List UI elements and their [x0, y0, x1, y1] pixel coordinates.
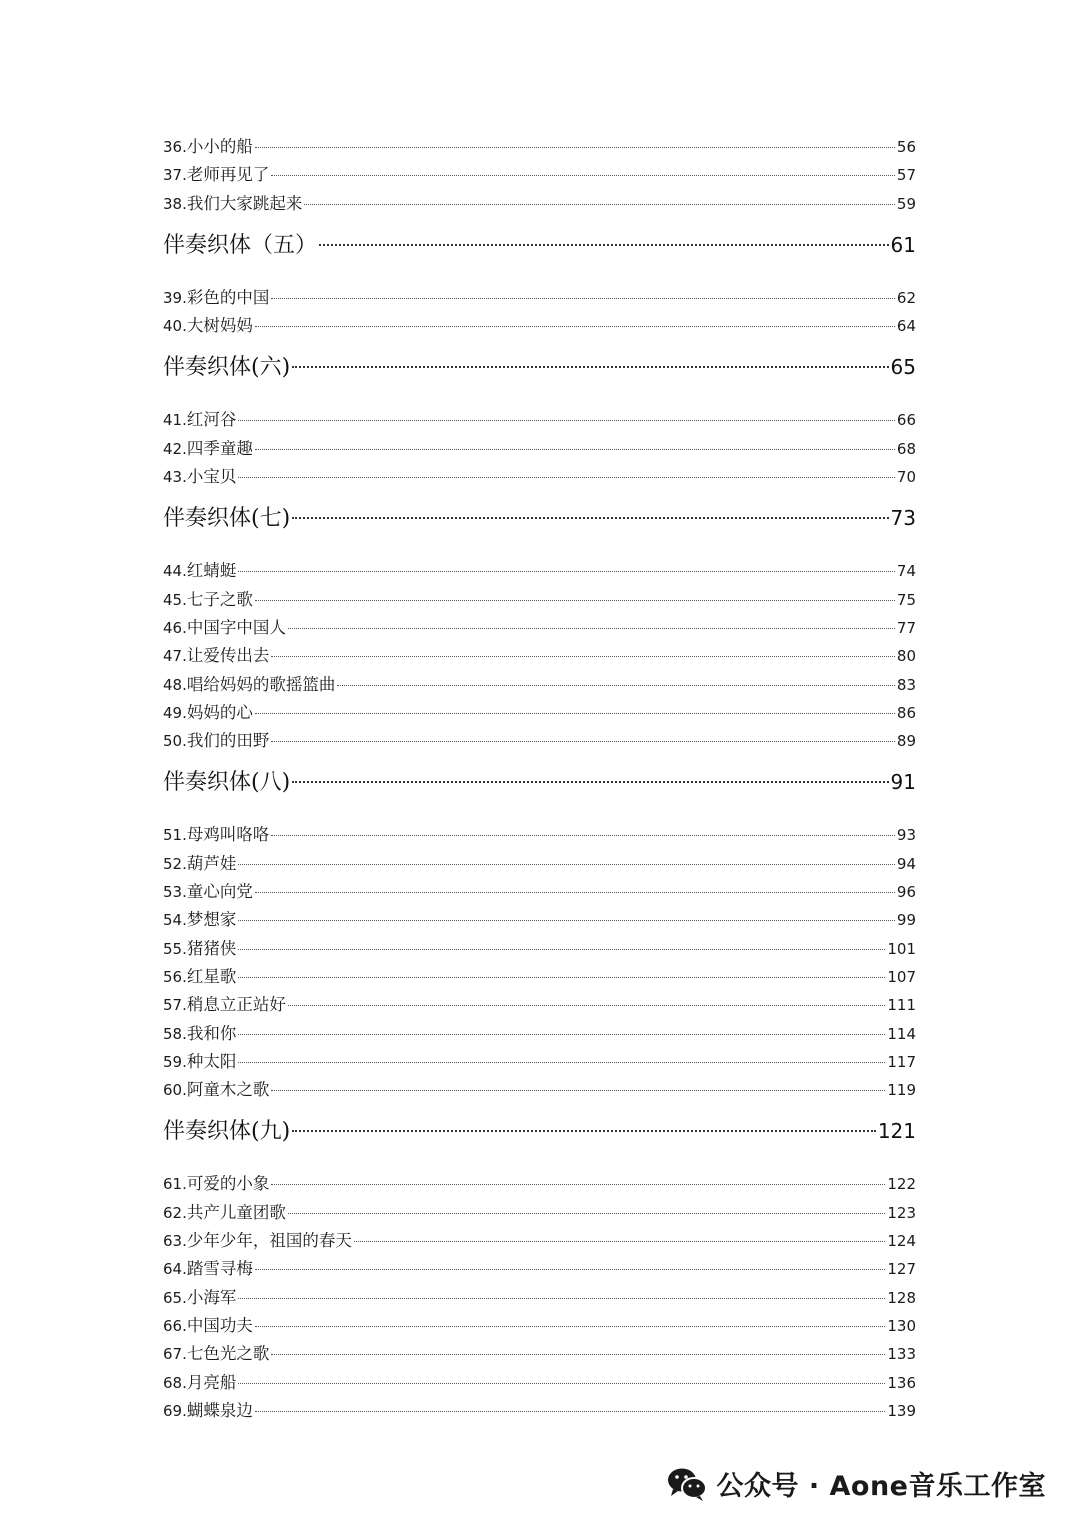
- dot-leader: [271, 835, 895, 836]
- entry-number: 42.: [163, 439, 187, 458]
- entry-number: 50.: [163, 732, 187, 751]
- entry-number: 69.: [163, 1401, 187, 1420]
- toc-entry: [163, 1048, 916, 1076]
- toc-entry: [163, 1340, 916, 1368]
- dot-leader: [271, 1354, 885, 1355]
- entry-title: 共产儿童团歌: [186, 1202, 286, 1222]
- page-number: 80: [896, 647, 916, 666]
- page-number: 75: [896, 590, 916, 609]
- entry-number: 54.: [163, 911, 187, 930]
- page-number: 93: [896, 826, 916, 845]
- entry-number: 37.: [163, 166, 187, 185]
- page-number: 107: [887, 967, 916, 986]
- entry-number: 66.: [163, 1316, 187, 1335]
- entry-number: 55.: [163, 939, 187, 958]
- dot-leader: [238, 1383, 885, 1384]
- toc-entry: [163, 963, 916, 991]
- page-number: 123: [887, 1203, 916, 1222]
- page-number: 56: [896, 138, 916, 156]
- entry-number: 68.: [163, 1373, 187, 1392]
- toc-entry: [163, 1255, 916, 1283]
- entry-title: 让爱传出去: [186, 646, 270, 666]
- section-heading: [163, 228, 916, 284]
- entry-number: 56.: [163, 967, 187, 986]
- page-number: 121: [877, 1119, 916, 1144]
- page-number: 130: [887, 1316, 916, 1335]
- dot-leader: [271, 1090, 885, 1091]
- entry-number: 64.: [163, 1260, 187, 1279]
- toc-entry: [163, 1199, 916, 1227]
- page-number: 99: [896, 911, 916, 930]
- toc-entry: [163, 1227, 916, 1255]
- entry-number: 67.: [163, 1345, 187, 1364]
- page-number: 77: [896, 618, 916, 637]
- section-title: 伴奏织体(七): [163, 506, 291, 532]
- dot-leader: [238, 864, 895, 865]
- toc-entry: [163, 435, 916, 463]
- page-number: 59: [896, 194, 916, 213]
- page-number: 119: [887, 1081, 916, 1100]
- dot-leader: [255, 449, 895, 450]
- toc-entry: [163, 727, 916, 755]
- entry-number: 41.: [163, 411, 187, 430]
- dot-leader: [255, 326, 895, 327]
- page-number: 133: [887, 1345, 916, 1364]
- toc-entry: [163, 1170, 916, 1198]
- entry-title: 阿童木之歌: [186, 1080, 270, 1100]
- toc-entry: [163, 161, 916, 189]
- toc-entry: [163, 878, 916, 906]
- section-title: 伴奏织体(九): [163, 1119, 291, 1145]
- dot-leader: [271, 1184, 885, 1185]
- page-number: 128: [887, 1288, 916, 1307]
- entry-title: 猪猪侠: [186, 938, 237, 958]
- watermark: [666, 1464, 1046, 1503]
- dot-leader: [255, 1326, 886, 1327]
- entry-title: 老师再见了: [186, 165, 270, 185]
- entry-title: 小小的船: [186, 137, 253, 156]
- entry-number: 43.: [163, 468, 187, 487]
- toc-entry: [163, 821, 916, 849]
- page-number: 91: [890, 770, 916, 795]
- table-of-contents: [163, 133, 916, 1425]
- dot-leader: [238, 920, 895, 921]
- toc-entry: [163, 463, 916, 491]
- entry-number: 45.: [163, 590, 187, 609]
- toc-entry: [163, 1020, 916, 1048]
- entry-title: 红星歌: [186, 966, 237, 986]
- dot-leader: [255, 713, 895, 714]
- toc-entry: [163, 614, 916, 642]
- page-number: 64: [896, 317, 916, 336]
- dot-leader: [292, 1130, 876, 1132]
- dot-leader: [292, 781, 888, 783]
- toc-entry: [163, 642, 916, 670]
- entry-number: 52.: [163, 854, 187, 873]
- section-title: 伴奏织体(六): [163, 355, 291, 381]
- dot-leader: [255, 147, 895, 148]
- toc-entry: [163, 406, 916, 434]
- section-heading: [163, 350, 916, 406]
- entry-number: 62.: [163, 1203, 187, 1222]
- page-number: 83: [896, 675, 916, 694]
- page-number: 68: [896, 439, 916, 458]
- page-number: 66: [896, 411, 916, 430]
- entry-title: 蝴蝶泉边: [186, 1400, 253, 1420]
- entry-number: 51.: [163, 826, 187, 845]
- dot-leader: [238, 477, 895, 478]
- entry-title: 我和你: [186, 1023, 237, 1043]
- page-number: 65: [890, 355, 916, 380]
- toc-entry: [163, 1076, 916, 1104]
- entry-number: 47.: [163, 647, 187, 666]
- entry-title: 稍息立正站好: [186, 995, 286, 1015]
- dot-leader: [354, 1241, 886, 1242]
- entry-title: 大树妈妈: [186, 316, 253, 336]
- dot-leader: [238, 1034, 885, 1035]
- entry-title: 梦想家: [186, 910, 237, 930]
- toc-entry: [163, 850, 916, 878]
- dot-leader: [271, 298, 895, 299]
- entry-title: 母鸡叫咯咯: [186, 825, 270, 845]
- entry-number: 60.: [163, 1081, 187, 1100]
- entry-title: 童心向党: [186, 882, 253, 902]
- toc-entry: [163, 906, 916, 934]
- toc-entry: [163, 1284, 916, 1312]
- entry-title: 小宝贝: [186, 467, 237, 487]
- toc-entry: [163, 284, 916, 312]
- page-number: 96: [896, 883, 916, 902]
- page-number: 127: [887, 1260, 916, 1279]
- dot-leader: [255, 892, 895, 893]
- entry-title: 红河谷: [186, 410, 237, 430]
- dot-leader: [238, 420, 895, 421]
- dot-leader: [255, 600, 895, 601]
- dot-leader: [292, 517, 888, 519]
- entry-title: 彩色的中国: [186, 287, 270, 307]
- entry-title: 七子之歌: [186, 589, 253, 609]
- entry-title: 种太阳: [186, 1051, 237, 1071]
- dot-leader: [271, 175, 895, 176]
- entry-title: 我们的田野: [186, 731, 270, 751]
- page-number: 70: [896, 468, 916, 487]
- dot-leader: [319, 244, 889, 246]
- dot-leader: [304, 204, 895, 205]
- entry-number: 61.: [163, 1175, 187, 1194]
- toc-entry: [163, 586, 916, 614]
- entry-title: 四季童趣: [186, 438, 253, 458]
- toc-entry: [163, 557, 916, 585]
- page-number: 114: [887, 1024, 916, 1043]
- entry-title: 月亮船: [186, 1372, 237, 1392]
- dot-leader: [288, 628, 895, 629]
- page-number: 117: [887, 1052, 916, 1071]
- wechat-icon: [666, 1466, 708, 1502]
- section-heading: [163, 501, 916, 557]
- entry-number: 40.: [163, 317, 187, 336]
- dot-leader: [238, 571, 895, 572]
- dot-leader: [255, 1269, 886, 1270]
- watermark-text: 公众号 · Aone音乐工作室: [716, 1471, 1046, 1502]
- toc-entry: [163, 312, 916, 340]
- page-number: 111: [887, 996, 916, 1015]
- dot-leader: [238, 1298, 885, 1299]
- entry-number: 44.: [163, 562, 187, 581]
- page-number: 57: [896, 166, 916, 185]
- section-title: 伴奏织体（五）: [163, 232, 318, 258]
- page-number: 124: [887, 1232, 916, 1251]
- toc-entry: [163, 133, 916, 161]
- entry-title: 中国功夫: [186, 1315, 253, 1335]
- dot-leader: [337, 685, 895, 686]
- page-number: 73: [890, 506, 916, 531]
- page-number: 136: [887, 1373, 916, 1392]
- page-number: 89: [896, 732, 916, 751]
- dot-leader: [288, 1005, 886, 1006]
- page-number: 101: [887, 939, 916, 958]
- entry-number: 53.: [163, 883, 187, 902]
- dot-leader: [271, 741, 895, 742]
- entry-number: 65.: [163, 1288, 187, 1307]
- entry-number: 63.: [163, 1232, 187, 1251]
- dot-leader: [238, 1062, 885, 1063]
- entry-title: 中国字中国人: [186, 617, 286, 637]
- entry-title: 可爱的小象: [186, 1174, 270, 1194]
- entry-number: 59.: [163, 1052, 187, 1071]
- dot-leader: [238, 949, 885, 950]
- page-number: 61: [890, 232, 916, 257]
- dot-leader: [255, 1411, 886, 1412]
- dot-leader: [271, 656, 895, 657]
- toc-entry: [163, 1397, 916, 1425]
- section-title: 伴奏织体(八): [163, 770, 291, 796]
- page-number: 139: [887, 1401, 916, 1420]
- entry-title: 七色光之歌: [186, 1344, 270, 1364]
- entry-number: 49.: [163, 703, 187, 722]
- dot-leader: [238, 977, 885, 978]
- entry-title: 我们大家跳起来: [186, 193, 303, 213]
- toc-entry: [163, 190, 916, 218]
- section-heading: [163, 1114, 916, 1170]
- entry-title: 踏雪寻梅: [186, 1259, 253, 1279]
- page-number: 74: [896, 562, 916, 581]
- dot-leader: [292, 366, 888, 368]
- page-number: 122: [887, 1175, 916, 1194]
- entry-number: 38.: [163, 194, 187, 213]
- entry-title: 红蜻蜓: [186, 561, 237, 581]
- entry-title: 小海军: [186, 1287, 237, 1307]
- page-number: 94: [896, 854, 916, 873]
- entry-title: 少年少年，祖国的春天: [186, 1231, 352, 1251]
- toc-entry: [163, 1369, 916, 1397]
- entry-title: 唱给妈妈的歌摇篮曲: [186, 674, 336, 694]
- section-heading: [163, 765, 916, 821]
- dot-leader: [288, 1213, 886, 1214]
- entry-number: 57.: [163, 996, 187, 1015]
- entry-title: 妈妈的心: [186, 702, 253, 722]
- entry-number: 46.: [163, 618, 187, 637]
- entry-number: 36.: [163, 138, 187, 156]
- toc-entry: [163, 991, 916, 1019]
- entry-number: 58.: [163, 1024, 187, 1043]
- entry-title: 葫芦娃: [186, 853, 237, 873]
- toc-entry: [163, 935, 916, 963]
- toc-entry: [163, 1312, 916, 1340]
- entry-number: 48.: [163, 675, 187, 694]
- page-number: 62: [896, 288, 916, 307]
- page-number: 86: [896, 703, 916, 722]
- toc-entry: [163, 699, 916, 727]
- toc-entry: [163, 671, 916, 699]
- entry-number: 39.: [163, 288, 187, 307]
